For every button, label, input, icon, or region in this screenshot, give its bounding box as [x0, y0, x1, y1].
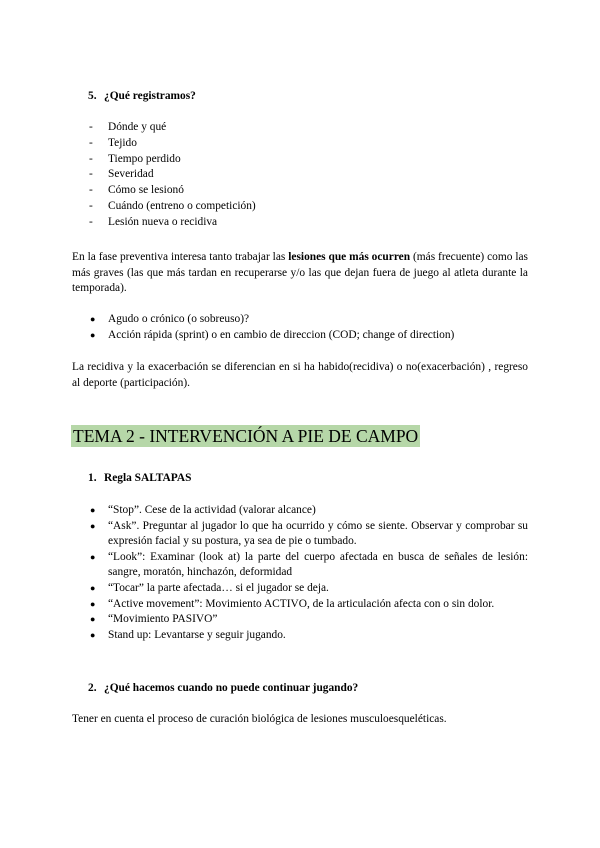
paragraph-curacion: Tener en cuenta el proceso de curación biológica de lesiones musculoesqueléticas.	[72, 713, 447, 725]
section-2-heading	[88, 681, 358, 697]
tipo-lesion-list	[90, 312, 530, 344]
list-item: ● “Look”: Examinar (look at) la parte del cuerpo afectada en busca de señales de lesión: sangre, moratón, hinchazón, deformidad	[90, 550, 528, 579]
section-1-heading	[88, 471, 191, 487]
list-item: ● “Movimiento PASIVO”	[90, 613, 218, 626]
list-item: ● “Active movement”: Movimiento ACTIVO, de la articulación afecta con o sin dolor.	[90, 597, 495, 610]
section-2-number: 2.	[88, 682, 97, 694]
section-5-number: 5.	[88, 90, 97, 102]
list-item: ● Stand up: Levantarse y seguir jugando.	[90, 628, 286, 641]
paragraph-recidiva: La recidiva y la exacerbación se diferencian en si ha habido(recidiva) o no(exacerbación) , regreso al deporte (participación).	[72, 361, 528, 389]
list-item: - Dónde y qué	[89, 121, 167, 133]
list-item: - Cuándo (entreno o competición)	[89, 199, 256, 212]
registro-list	[89, 120, 489, 231]
list-item: - Tiempo perdido	[89, 152, 181, 165]
list-item: - Lesión nueva o recidiva	[89, 215, 218, 228]
section-5-heading	[88, 89, 196, 105]
section-1-title: Regla SALTAPAS	[104, 472, 192, 484]
list-item: ● “Tocar” la parte afectada… si el jugador se deja.	[90, 581, 329, 594]
bold-lesiones: lesiones que más ocurren	[288, 251, 411, 263]
section-2-title: ¿Qué hacemos cuando no puede continuar jugando?	[104, 682, 359, 694]
paragraph-fase-preventiva: En la fase preventiva interesa tanto trabajar las lesiones que más ocurren (más frecuente) como las más graves (las que más tardan en recuperarse y/o las que dejan fuera de juego al atleta durante la temporada).	[72, 251, 528, 295]
list-item: ● “Stop”. Cese de la actividad (valorar alcance)	[90, 504, 316, 516]
list-item: ● “Ask”. Preguntar al jugador lo que ha ocurrido y cómo se siente. Observar y comprobar su expresión facial y su postura, ya sea de pie o tumbado.	[90, 519, 528, 548]
list-item: - Tejido	[89, 136, 137, 149]
tema-heading	[71, 425, 420, 448]
tema-title: TEMA 2 - INTERVENCIÓN A PIE DE CAMPO	[73, 426, 419, 446]
section-5-title: ¿Qué registramos?	[104, 90, 196, 102]
list-item: - Cómo se lesionó	[89, 184, 184, 197]
list-item: - Severidad	[89, 168, 154, 181]
saltapas-list	[90, 503, 528, 643]
list-item: ● Agudo o crónico (o sobreuso)?	[90, 313, 250, 325]
section-1-number: 1.	[88, 472, 97, 484]
list-item: ● Acción rápida (sprint) o en cambio de direccion (COD; change of direction)	[90, 329, 455, 341]
